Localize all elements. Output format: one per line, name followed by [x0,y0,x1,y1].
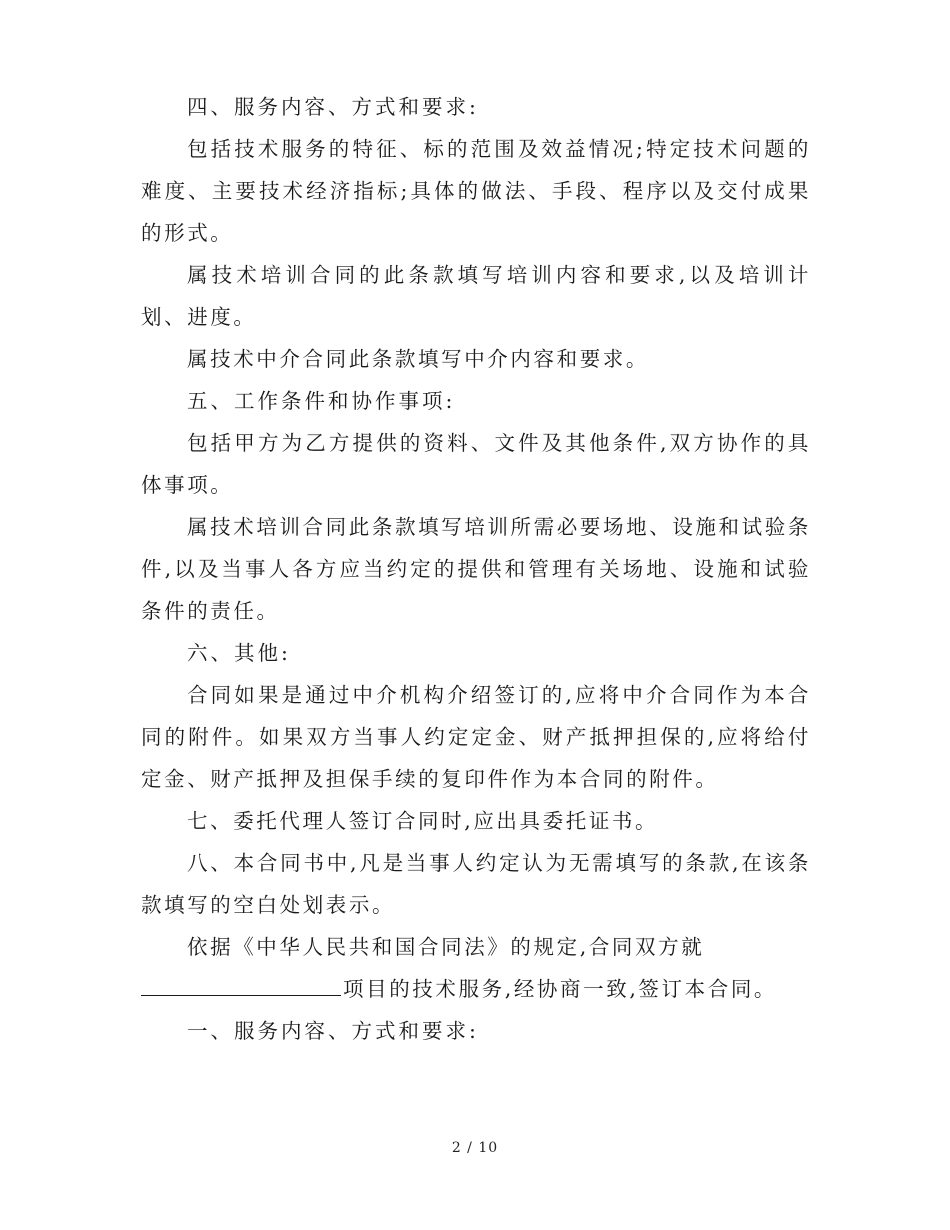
section-heading-4: 四、服务内容、方式和要求: [187,95,479,119]
section-heading-6: 六、其他: [187,641,291,665]
paragraph-work-conditions: 包括甲方为乙方提供的资料、文件及其他条件,双方协作的具体事项。 [141,431,811,497]
contract-basis-text: 依据《中华人民共和国合同法》的规定,合同双方就 [187,935,705,959]
paragraph-intermediary-contract: 属技术中介合同此条款填写中介内容和要求。 [187,347,649,371]
paragraph-training-contract: 属技术培训合同的此条款填写培训内容和要求,以及培训计划、进度。 [141,263,811,329]
project-name-line [141,968,811,1010]
paragraph-contract-basis [141,926,811,1010]
contract-basis-continuation: 项目的技术服务,经协商一致,签订本合同。 [343,977,778,1001]
paragraph-blank-clauses: 八、本合同书中,凡是当事人约定认为无需填写的条款,在该条款填写的空白处划表示。 [141,851,811,917]
page-number: 2 / 10 [451,1140,499,1156]
paragraph-other-terms: 合同如果是通过中介机构介绍签订的,应将中介合同作为本合同的附件。如果双方当事人约定定金、财产抵押担保的,应将给付定金、财产抵押及担保手续的复印件作为本合同的附件。 [141,683,811,791]
paragraph-training-facilities: 属技术培训合同此条款填写培训所需必要场地、设施和试验条件,以及当事人各方应当约定的提供和管理有关场地、设施和试验条件的责任。 [141,515,811,623]
paragraph-agent-signing: 七、委托代理人签订合同时,应出具委托证书。 [187,809,659,833]
section-heading-5: 五、工作条件和协作事项: [187,389,456,413]
section-heading-1: 一、服务内容、方式和要求: [187,1019,479,1043]
document-body [141,86,811,1052]
paragraph-service-description: 包括技术服务的特征、标的范围及效益情况;特定技术问题的难度、主要技术经济指标;具体的做法、手段、程序以及交付成果的形式。 [141,137,811,245]
project-name-blank[interactable] [141,973,341,996]
